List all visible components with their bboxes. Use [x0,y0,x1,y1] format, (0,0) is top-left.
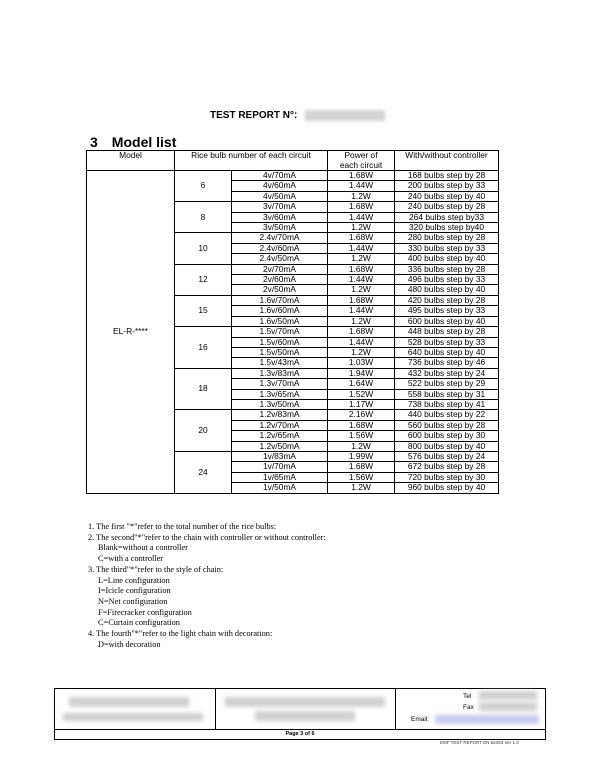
power-cell: 1.2W [328,347,395,357]
footer-address-cell [215,689,396,729]
bulb-count-cell: 264 bulbs step by33 [395,212,499,222]
circuit-count-cell: 15 [175,295,232,326]
bulb-spec-cell: 1.6v/70mA [232,295,328,305]
redacted-address-line [255,711,355,721]
redacted-address [225,697,385,707]
circuit-count-cell: 20 [175,410,232,452]
table-body [87,171,499,494]
fax-label: Fax [463,704,474,711]
power-cell: 1.68W [328,202,395,212]
bulb-spec-cell: 1.5v/43mA [232,358,328,368]
bulb-count-cell: 720 bulbs step by 30 [395,472,499,482]
bulb-spec-cell: 1.5v/50mA [232,347,328,357]
power-cell: 1.68W [328,171,395,181]
bulb-count-cell: 496 bulbs step by 33 [395,275,499,285]
bulb-count-cell: 738 bulbs step by 41 [395,399,499,409]
circuit-count-cell: 10 [175,233,232,264]
redacted-report-number [305,110,385,121]
bulb-spec-cell: 1v/83mA [232,451,328,461]
bulb-spec-cell: 1.2v/70mA [232,420,328,430]
bulb-spec-cell: 1v/70mA [232,462,328,472]
note-line: 2. The second"*"refer to the chain with controller or without controller: [88,532,326,542]
report-header [210,110,385,121]
redacted-company-address [63,713,203,721]
power-cell: 1.2W [328,191,395,201]
power-cell: 1.68W [328,462,395,472]
bulb-spec-cell: 1.6v/50mA [232,316,328,326]
bulb-count-cell: 495 bulbs step by 33 [395,306,499,316]
circuit-count-cell: 6 [175,171,232,202]
bulb-count-cell: 320 bulbs step by40 [395,223,499,233]
bulb-count-cell: 672 bulbs step by 28 [395,462,499,472]
power-cell: 1.2W [328,316,395,326]
bulb-count-cell: 560 bulbs step by 28 [395,420,499,430]
bulb-spec-cell: 3v/50mA [232,223,328,233]
bulb-spec-cell: 3v/70mA [232,202,328,212]
bulb-spec-cell: 1v/65mA [232,472,328,482]
bulb-count-cell: 336 bulbs step by 28 [395,264,499,274]
bulb-count-cell: 576 bulbs step by 24 [395,451,499,461]
circuit-count-cell: 18 [175,368,232,410]
power-cell: 1.44W [328,337,395,347]
power-cell: 1.2W [328,441,395,451]
bulb-spec-cell: 1.5v/60mA [232,337,328,347]
power-cell: 1.68W [328,264,395,274]
power-cell: 1.2W [328,254,395,264]
bulb-spec-cell: 1.3v/65mA [232,389,328,399]
bulb-spec-cell: 1.2v/65mA [232,431,328,441]
email-label: Email: [411,716,430,723]
bulb-count-cell: 420 bulbs step by 28 [395,295,499,305]
report-number-label: TEST REPORT N°: [210,110,298,122]
bulb-spec-cell: 3v/60mA [232,212,328,222]
page-number: Page 3 of 6 [54,729,546,740]
bulb-spec-cell: 1.2v/83mA [232,410,328,420]
bulb-spec-cell: 1.3v/70mA [232,379,328,389]
model-list-table [86,150,499,494]
bulb-spec-cell: 4v/60mA [232,181,328,191]
power-cell: 1.2W [328,223,395,233]
power-cell: 1.94W [328,368,395,378]
bulb-count-cell: 200 bulbs step by 33 [395,181,499,191]
footer-box [54,688,546,730]
redacted-email [435,715,539,724]
header-controller: With/without controller [395,151,499,171]
bulb-count-cell: 640 bulbs step by 40 [395,347,499,357]
bulb-spec-cell: 1.2v/50mA [232,441,328,451]
note-line: N=Net configuration [98,596,168,606]
bulb-count-cell: 528 bulbs step by 33 [395,337,499,347]
power-cell: 2.16W [328,410,395,420]
model-name-cell: EL-R-**** [87,171,175,494]
bulb-count-cell: 522 bulbs step by 29 [395,379,499,389]
bulb-spec-cell: 2v/50mA [232,285,328,295]
note-line: I=Icicle configuration [98,586,171,596]
note-line: L=Line configuration [98,575,170,585]
power-cell: 1.44W [328,181,395,191]
header-rice-bulb: Rice bulb number of each circuit [175,151,328,171]
note-line: 4. The fourth"*"refer to the light chain with decoration: [88,629,273,639]
note-line: Blank=without a controller [98,543,188,553]
bulb-spec-cell: 1.3v/50mA [232,399,328,409]
power-cell: 1.2W [328,285,395,295]
bulb-count-cell: 168 bulbs step by 28 [395,171,499,181]
bulb-spec-cell: 1.3v/83mA [232,368,328,378]
redacted-fax [479,702,537,711]
bulb-count-cell: 558 bulbs step by 31 [395,389,499,399]
bulb-spec-cell: 2.4v/50mA [232,254,328,264]
bulb-spec-cell: 2.4v/60mA [232,243,328,253]
power-cell: 1.68W [328,420,395,430]
bulb-spec-cell: 2v/70mA [232,264,328,274]
table-row [87,171,499,181]
power-cell: 1.03W [328,358,395,368]
bulb-count-cell: 440 bulbs step by 22 [395,410,499,420]
power-cell: 1.44W [328,212,395,222]
circuit-count-cell: 8 [175,202,232,233]
power-cell: 1.68W [328,327,395,337]
bulb-count-cell: 240 bulbs step by 28 [395,202,499,212]
power-cell: 1.56W [328,431,395,441]
note-line: C=with a controller [98,554,164,564]
power-cell: 1.17W [328,399,395,409]
header-power: Power of each circuit [328,151,395,171]
bulb-spec-cell: 2v/60mA [232,275,328,285]
bulb-count-cell: 960 bulbs step by 40 [395,483,499,493]
note-line: 3. The third"*"refer to the style of chain: [88,564,224,574]
bulb-count-cell: 400 bulbs step by 40 [395,254,499,264]
redacted-tel [479,691,537,700]
bulb-count-cell: 330 bulbs step by 33 [395,243,499,253]
document-reference: EMF TEST REPORT EN 62493 Ver 1.0 [440,740,519,745]
power-cell: 1.2W [328,483,395,493]
bulb-count-cell: 240 bulbs step by 40 [395,191,499,201]
header-model: Model [87,151,175,171]
circuit-count-cell: 24 [175,451,232,493]
bulb-count-cell: 600 bulbs step by 40 [395,316,499,326]
circuit-count-cell: 12 [175,264,232,295]
bulb-spec-cell: 1.5v/70mA [232,327,328,337]
power-cell: 1.52W [328,389,395,399]
power-cell: 1.68W [328,233,395,243]
power-cell: 1.64W [328,379,395,389]
note-line: 1. The first "*"refer to the total number of the rice bulbs: [88,522,277,531]
bulb-count-cell: 736 bulbs step by 46 [395,358,499,368]
bulb-spec-cell: 4v/70mA [232,171,328,181]
section-title-text: Model list [111,134,177,150]
section-number: 3 [90,134,98,150]
footer-company-cell [55,689,216,729]
bulb-spec-cell: 1v/50mA [232,483,328,493]
power-cell: 1.68W [328,295,395,305]
power-cell: 1.44W [328,306,395,316]
section-title [90,134,190,150]
bulb-count-cell: 480 bulbs step by 40 [395,285,499,295]
bulb-spec-cell: 2.4v/70mA [232,233,328,243]
bulb-count-cell: 600 bulbs step by 30 [395,431,499,441]
note-line: F=Firecracker configuration [98,607,192,617]
power-cell: 1.99W [328,451,395,461]
table-header-row [87,151,499,171]
redacted-company-name [69,697,189,707]
bulb-spec-cell: 1.6v/60mA [232,306,328,316]
note-line: D=with decoration [98,639,161,649]
tel-label: Tel [463,693,472,700]
circuit-count-cell: 16 [175,327,232,369]
bulb-count-cell: 448 bulbs step by 28 [395,327,499,337]
power-cell: 1.56W [328,472,395,482]
note-line: C=Curtain configuration [98,618,180,628]
bulb-spec-cell: 4v/50mA [232,191,328,201]
power-cell: 1.44W [328,275,395,285]
bulb-count-cell: 280 bulbs step by 28 [395,233,499,243]
notes-section [88,522,326,650]
bulb-count-cell: 432 bulbs step by 24 [395,368,499,378]
bulb-count-cell: 800 bulbs step by 40 [395,441,499,451]
power-cell: 1.44W [328,243,395,253]
